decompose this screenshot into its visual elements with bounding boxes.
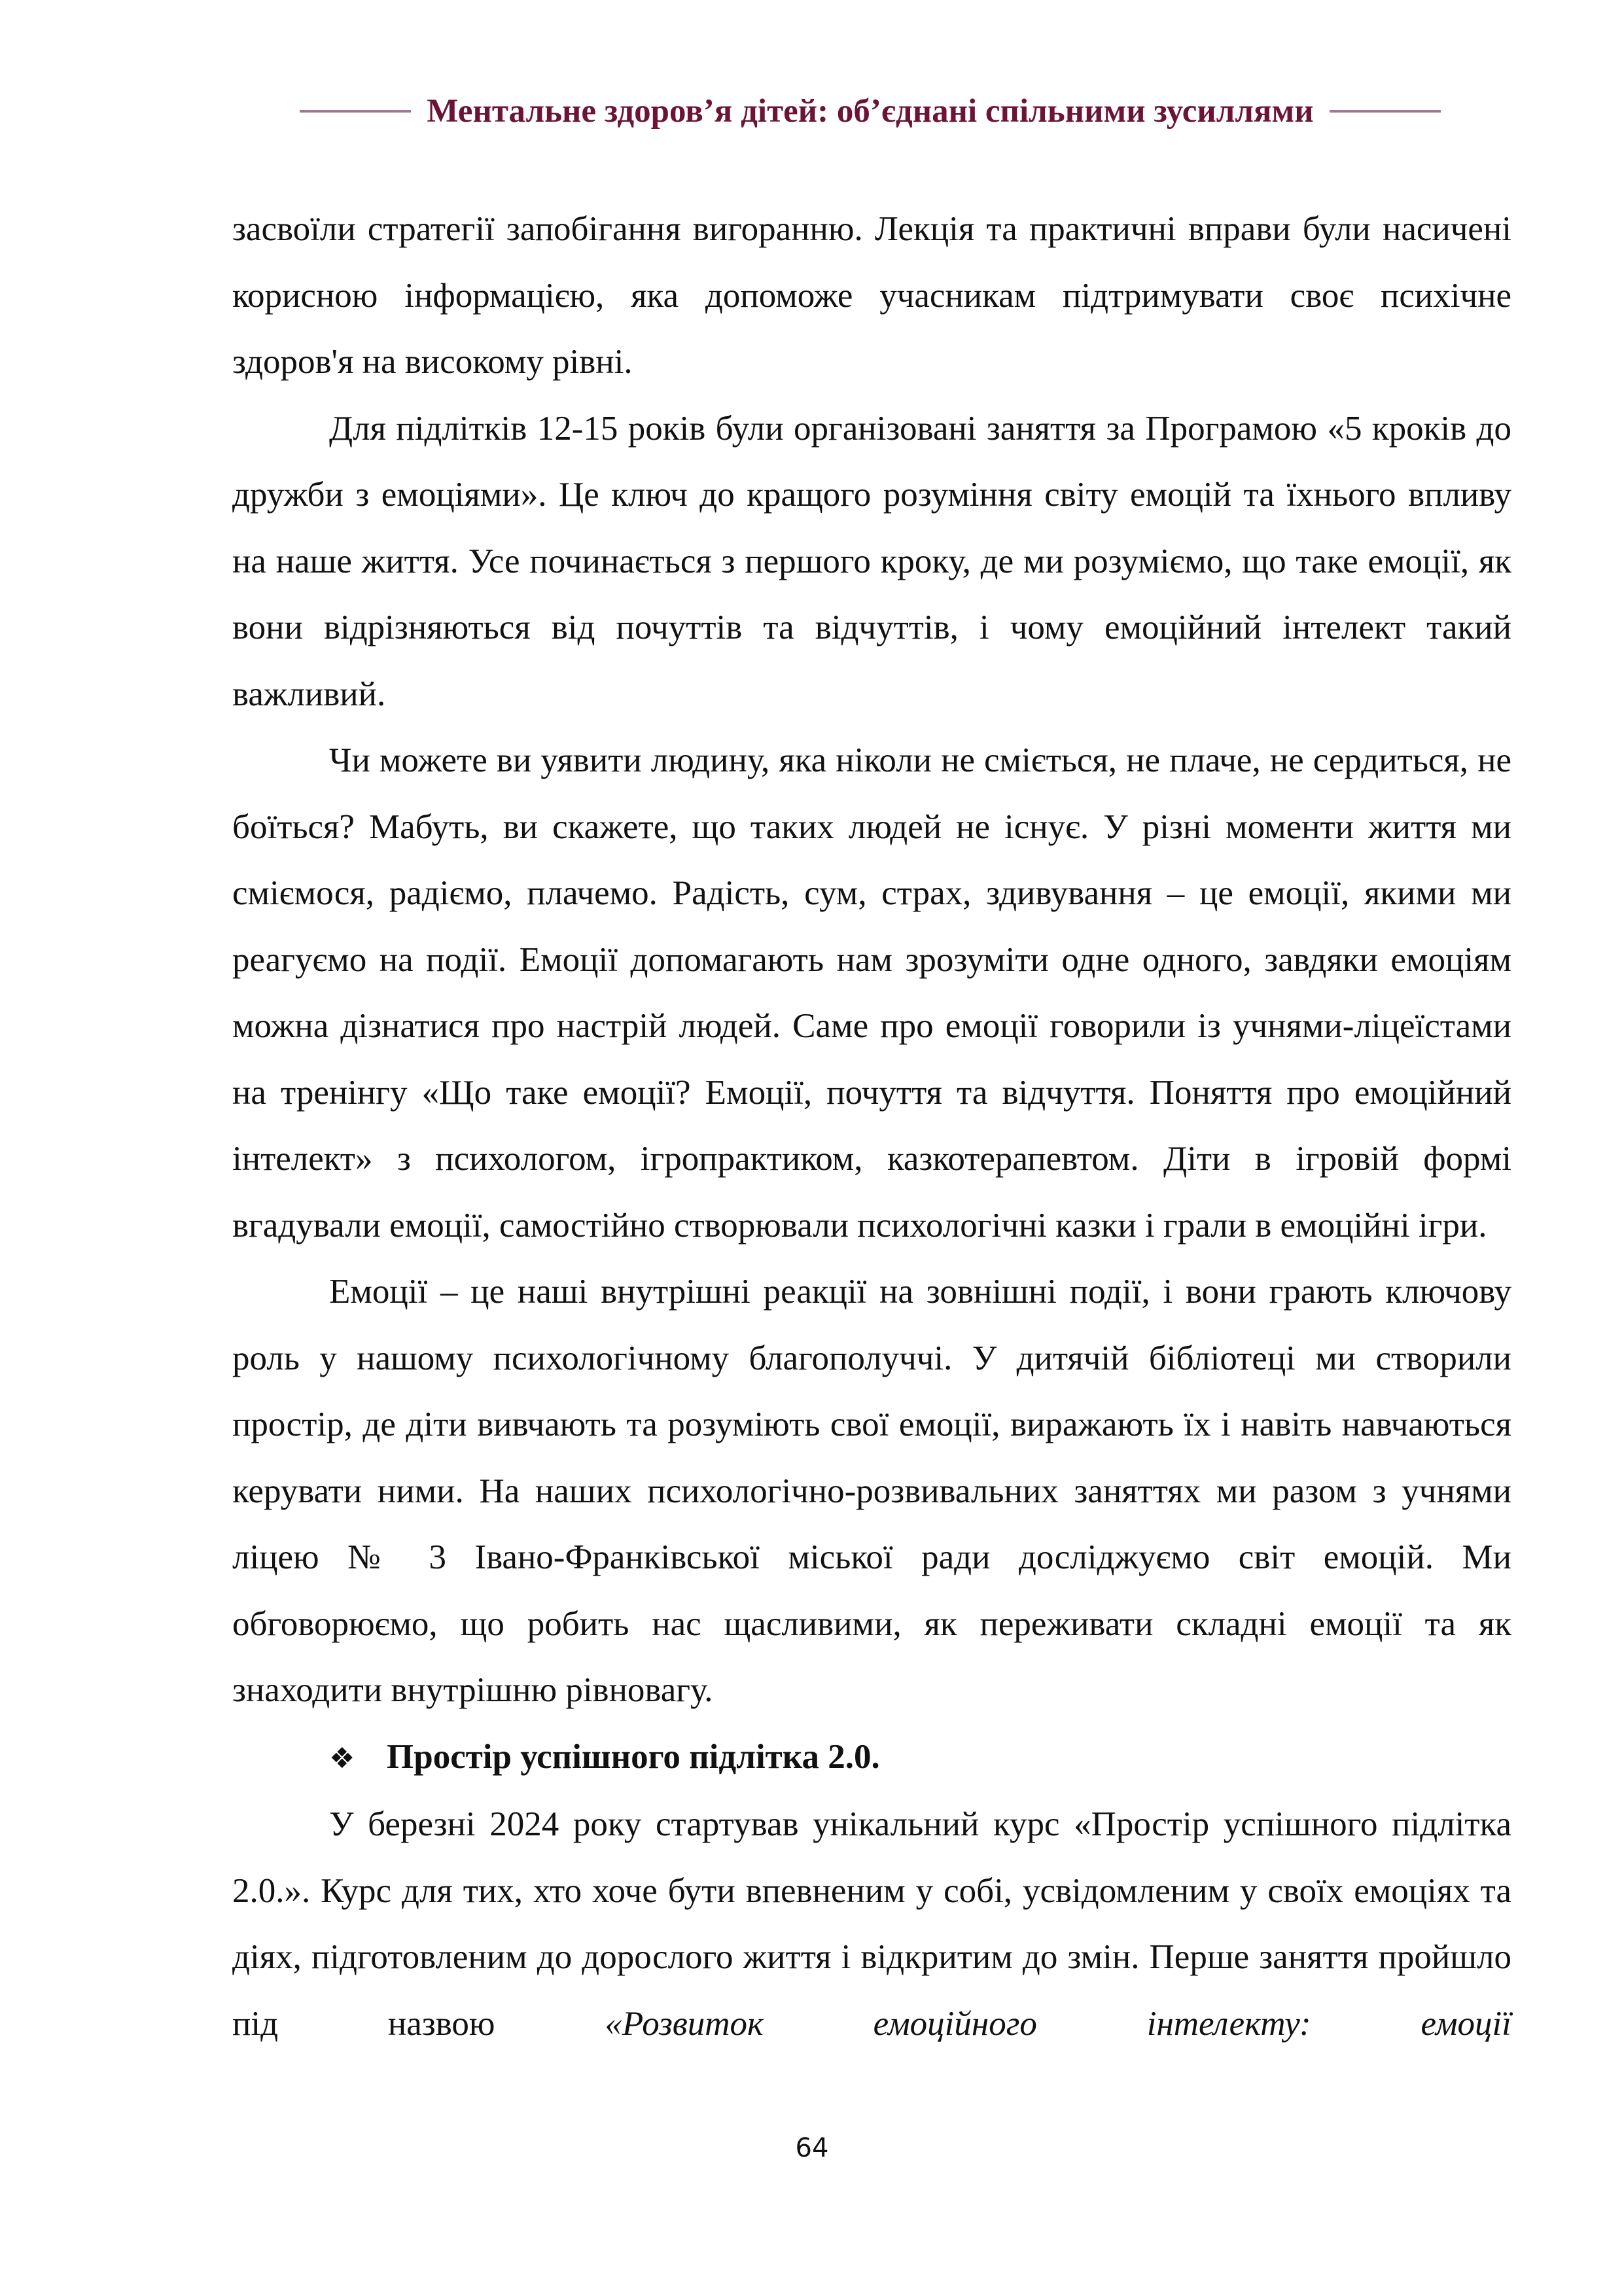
document-body (232, 196, 1511, 2057)
page-number: 64 (795, 2133, 829, 2163)
paragraph-course-text: У березні 2024 року стартував унікальний курс «Простір успішного підлітка 2.0.». Курс для тих, хто хоче бути впевненим у собі, усвідомленим у своїх емоціях та діях, підготовленим до дорослого життя і відкритим до змін. Перше заняття пройшло під назвою (232, 1805, 1511, 2043)
paragraph-program: Для підлітків 12-15 років були організовані заняття за Програмою «5 кроків до дружби з емоціями». Це ключ до кращого розуміння світу емоцій та їхнього впливу на наше життя. Усе починається з першого кроку, де ми розуміємо, що таке емоції, як вони відрізняються від почуттів та відчуттів, і чому емоційний інтелект такий важливий. (232, 409, 1511, 713)
running-header (229, 90, 1511, 132)
paragraph-emotions-training: Чи можете ви уявити людину, яка ніколи не сміється, не плаче, не сердиться, не боїться? Мабуть, ви скажете, що таких людей не існує. У різні моменти життя ми сміємося, радіємо, плачемо. Радість, сум, страх, здивування – це емоції, якими ми реагуємо на події. Емоції допомагають нам зрозуміти одне одного, завдяки емоціям можна дізнатися про настрій людей. Саме про емоції говорили із учнями-ліцеїстами на тренінгу «Що таке емоції? Емоції, почуття та відчуття. Поняття про емоційний інтелект» з психологом, ігропрактиком, казкотерапевтом. Діти в ігровій формі вгадували емоції, самостійно створювали психологічні казки і грали в емоційні ігри. (232, 741, 1511, 1245)
diamond-bullet-icon: ❖ (329, 1741, 355, 1775)
running-header-title: Ментальне здоров’я дітей: об’єднані спільними зусиллями (427, 93, 1314, 130)
section-heading (232, 1724, 1511, 1792)
header-right-rule (1330, 110, 1441, 113)
paragraph-course-italic: «Розвиток емоційного інтелекту: емоції (605, 2004, 1512, 2043)
paragraph-library-space: Емоції – це наші внутрішні реакції на зовнішні події, і вони грають ключову роль у нашому психологічному благополуччі. У дитячій бібліотеці ми створили простір, де діти вивчають та розуміють свої емоції, виражають їх і навіть навчаються керувати ними. На наших психологічно-розвивальних заняттях ми разом з учнями ліцею № 3 Івано-Франківської міської ради досліджуємо світ емоцій. Ми обговорюємо, що робить нас щасливими, як переживати складні емоції та як знаходити внутрішню рівновагу. (232, 1273, 1511, 1709)
header-left-rule (300, 110, 411, 113)
paragraph-course (232, 1792, 1511, 2057)
paragraph-continuation: засвоїли стратегії запобігання вигоранню. Лекція та практичні вправи були насичені корисною інформацією, яка допоможе учасникам підтримувати своє психічне здоров'я на високому рівні. (232, 210, 1511, 381)
section-heading-text: Простір успішного підлітка 2.0. (387, 1737, 880, 1776)
